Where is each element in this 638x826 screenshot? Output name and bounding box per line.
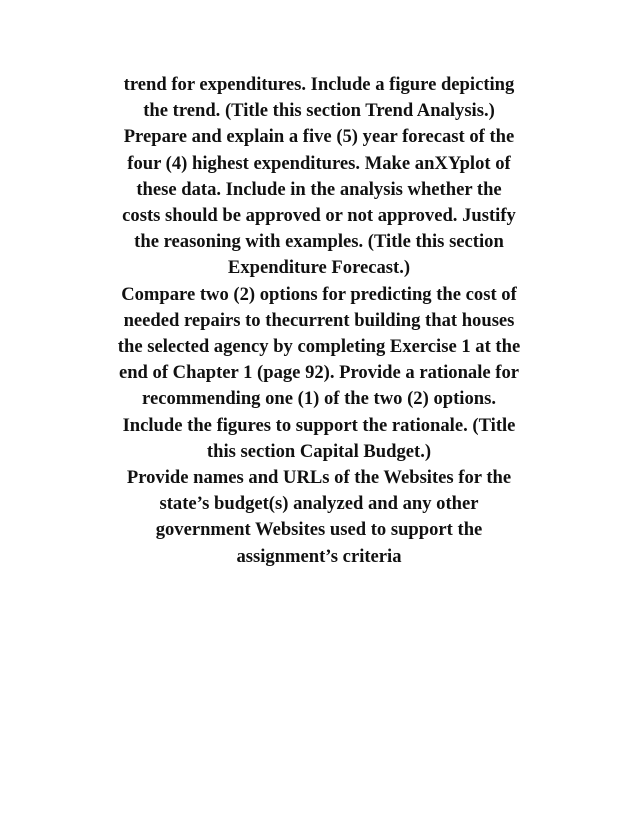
- text-line: this section Capital Budget.): [206, 440, 432, 462]
- text-line: the selected agency by completing Exercise 1 at the: [117, 336, 521, 358]
- assignment-instructions-text: [66, 72, 572, 570]
- text-line: recommending one (1) of the two (2) options.: [142, 388, 496, 410]
- text-line: these data. Include in the analysis whether the: [136, 178, 502, 200]
- text-line: Prepare and explain a five (5) year forecast of the: [123, 126, 515, 148]
- text-line: Provide names and URLs of the Websites for the: [126, 467, 512, 489]
- text-line: needed repairs to thecurrent building that houses: [123, 309, 515, 331]
- text-line: the reasoning with examples. (Title this section: [134, 231, 504, 253]
- text-line: assignment’s criteria: [236, 545, 402, 567]
- text-line: the trend. (Title this section Trend Analysis.): [143, 100, 495, 122]
- text-line: trend for expenditures. Include a figure depicting: [123, 74, 515, 95]
- text-line: Expenditure Forecast.): [227, 257, 411, 279]
- text-line: state’s budget(s) analyzed and any other: [159, 493, 479, 515]
- text-line: Compare two (2) options for predicting the cost of: [121, 283, 517, 305]
- text-line: end of Chapter 1 (page 92). Provide a rationale for: [118, 362, 520, 384]
- text-line: Include the figures to support the rationale. (Title: [122, 414, 516, 436]
- text-line: government Websites used to support the: [155, 519, 483, 541]
- text-line: costs should be approved or not approved. Justify: [122, 205, 516, 227]
- text-line: four (4) highest expenditures. Make anXYplot of: [127, 152, 511, 174]
